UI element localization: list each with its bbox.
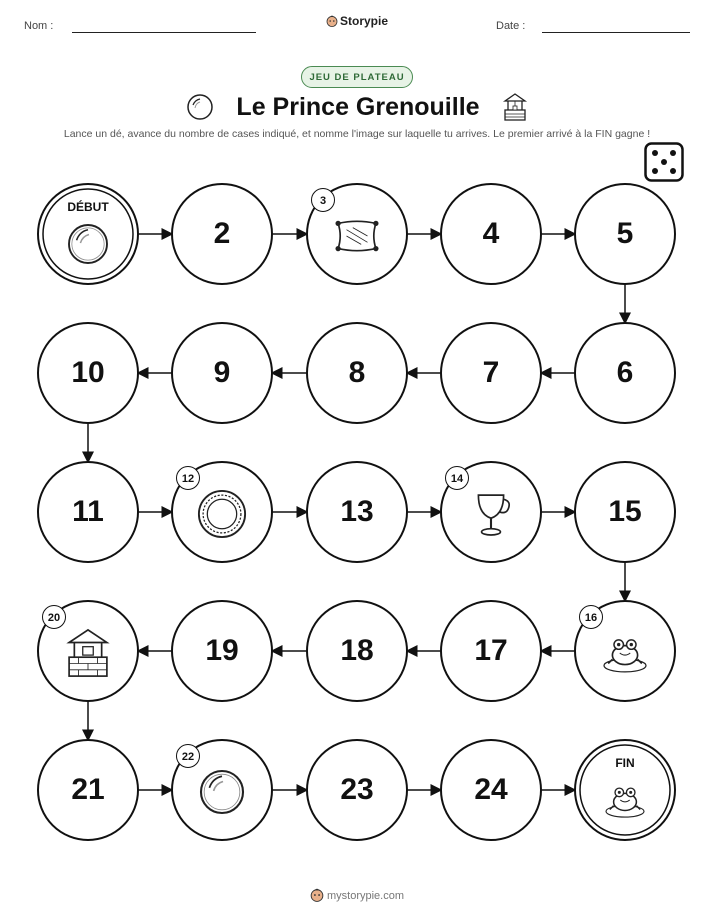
pillow-icon (335, 221, 378, 251)
cell-number: 17 (474, 634, 508, 667)
start-label: DÉBUT (67, 200, 109, 214)
cell-number-badge: 22 (176, 744, 200, 768)
cell-number: 2 (213, 217, 231, 250)
instructions: Lance un dé, avance du nombre de cases indiqué, et nomme l'image sur laquelle tu arrives. Le premier arrivé à la FIN gagne ! (63, 128, 651, 140)
cell-number-badge: 20 (42, 605, 66, 629)
cell-number: 5 (616, 217, 634, 250)
cell-number: 11 (72, 495, 104, 528)
footer-url: mystorypie.com (326, 890, 405, 902)
cell-number: 21 (71, 773, 105, 806)
cell-number-badge: 14 (445, 466, 469, 490)
cell-number: 10 (71, 356, 105, 389)
cell-number: 6 (616, 356, 634, 389)
cell-number: 7 (482, 356, 500, 389)
category-badge: JEU DE PLATEAU (301, 66, 413, 88)
cell-number: 15 (608, 495, 642, 528)
cell-number: 9 (213, 356, 231, 389)
cell-number: 19 (205, 634, 239, 667)
cell-number: 8 (348, 356, 366, 389)
cell-number-badge: 3 (311, 188, 335, 212)
board-cell (575, 740, 675, 840)
brand-name: Storypie (339, 14, 388, 28)
cell-number: 24 (474, 773, 508, 806)
footer (0, 888, 714, 902)
storypie-logo-icon (310, 888, 324, 902)
cell-number: 18 (340, 634, 374, 667)
cell-number: 23 (340, 773, 374, 806)
cell-number: 4 (482, 217, 500, 250)
cell-number-badge: 12 (176, 466, 200, 490)
cell-number-badge: 16 (579, 605, 603, 629)
cell-number: 13 (340, 495, 374, 528)
crystal-ball-icon (201, 771, 243, 813)
crystal-ball-icon (69, 225, 107, 263)
name-label: Nom : (24, 20, 54, 32)
page-title: Le Prince Grenouille (236, 92, 480, 121)
date-label: Date : (496, 20, 526, 32)
finish-label: FIN (615, 756, 635, 770)
plate-icon (199, 491, 245, 537)
